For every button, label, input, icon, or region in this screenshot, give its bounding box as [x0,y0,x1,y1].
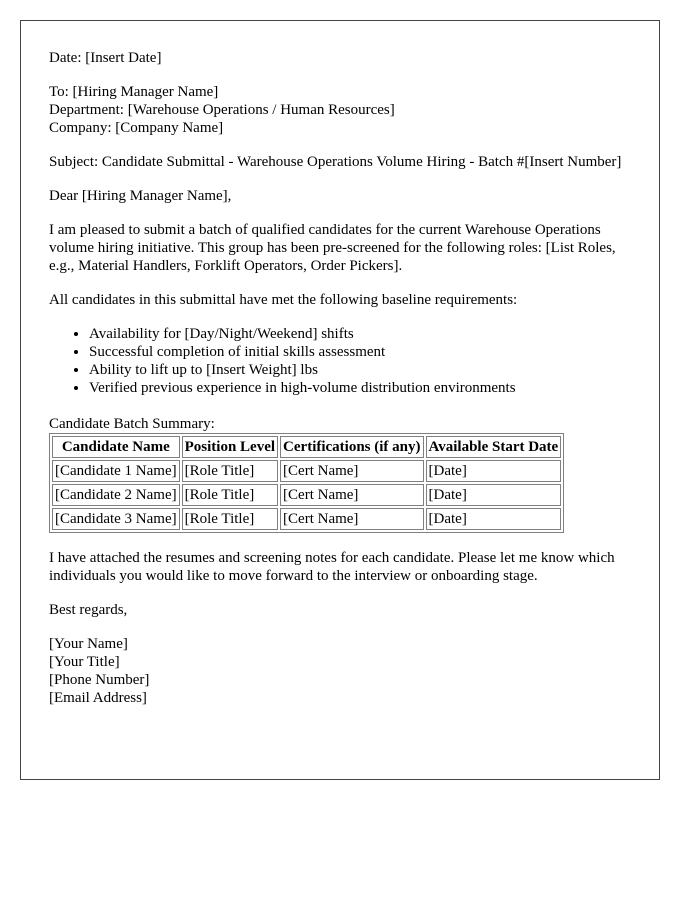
closing-paragraph: I have attached the resumes and screening notes for each candidate. Please let me know which individuals you would like to move forward to the interview or onboarding stage. [49,550,615,584]
table-caption: Candidate Batch Summary: [49,416,215,432]
requirement-item: • Availability for [Day/Night/Weekend] shifts [89,325,631,343]
table-cell: [Cert Name] [280,460,423,482]
table-cell: [Cert Name] [280,484,423,506]
table-cell: [Candidate 2 Name] [52,484,180,506]
date-line: Date: [Insert Date] [49,50,162,66]
closing: Best regards, [49,602,128,618]
column-header: Available Start Date [426,436,562,458]
table-row [52,460,561,482]
table-cell: [Role Title] [182,508,278,530]
signature-name: [Your Name] [49,636,128,652]
signature-email: [Email Address] [49,690,147,706]
candidate-summary-table [49,433,564,533]
table-cell: [Role Title] [182,484,278,506]
column-header: Certifications (if any) [280,436,423,458]
table-cell: [Date] [426,484,562,506]
table-row [52,508,561,530]
table-cell: [Date] [426,460,562,482]
table-cell: [Candidate 1 Name] [52,460,180,482]
table-row [52,484,561,506]
salutation: Dear [Hiring Manager Name], [49,188,232,204]
table-cell: [Cert Name] [280,508,423,530]
requirement-item: • Ability to lift up to [Insert Weight] lbs [89,361,631,379]
table-cell: [Candidate 3 Name] [52,508,180,530]
column-header: Candidate Name [52,436,180,458]
company-line: Company: [Company Name] [49,120,224,136]
department-line: Department: [Warehouse Operations / Human Resources] [49,102,395,118]
subject-line: Subject: Candidate Submittal - Warehouse Operations Volume Hiring - Batch #[Insert Number] [49,154,622,170]
table-cell: [Date] [426,508,562,530]
signature-phone: [Phone Number] [49,672,150,688]
column-header: Position Level [182,436,278,458]
requirement-item: • Successful completion of initial skills assessment [89,343,631,361]
signature-title: [Your Title] [49,654,120,670]
requirement-item: • Verified previous experience in high-volume distribution environments [89,379,631,397]
table-cell: [Role Title] [182,460,278,482]
intro-paragraph: I am pleased to submit a batch of qualified candidates for the current Warehouse Operations volume hiring initiative. This group has been pre-screened for the following roles: [List Roles, e.g., Material Handlers, Forklift Operators, Order Pickers]. [49,222,616,274]
recipient-block [49,83,631,137]
signature-block [49,635,631,707]
table-header-row [52,436,561,458]
requirements-intro: All candidates in this submittal have met the following baseline requirements: [49,292,518,308]
letter [20,20,660,780]
requirements-list [49,325,631,397]
to-line: To: [Hiring Manager Name] [49,84,219,100]
